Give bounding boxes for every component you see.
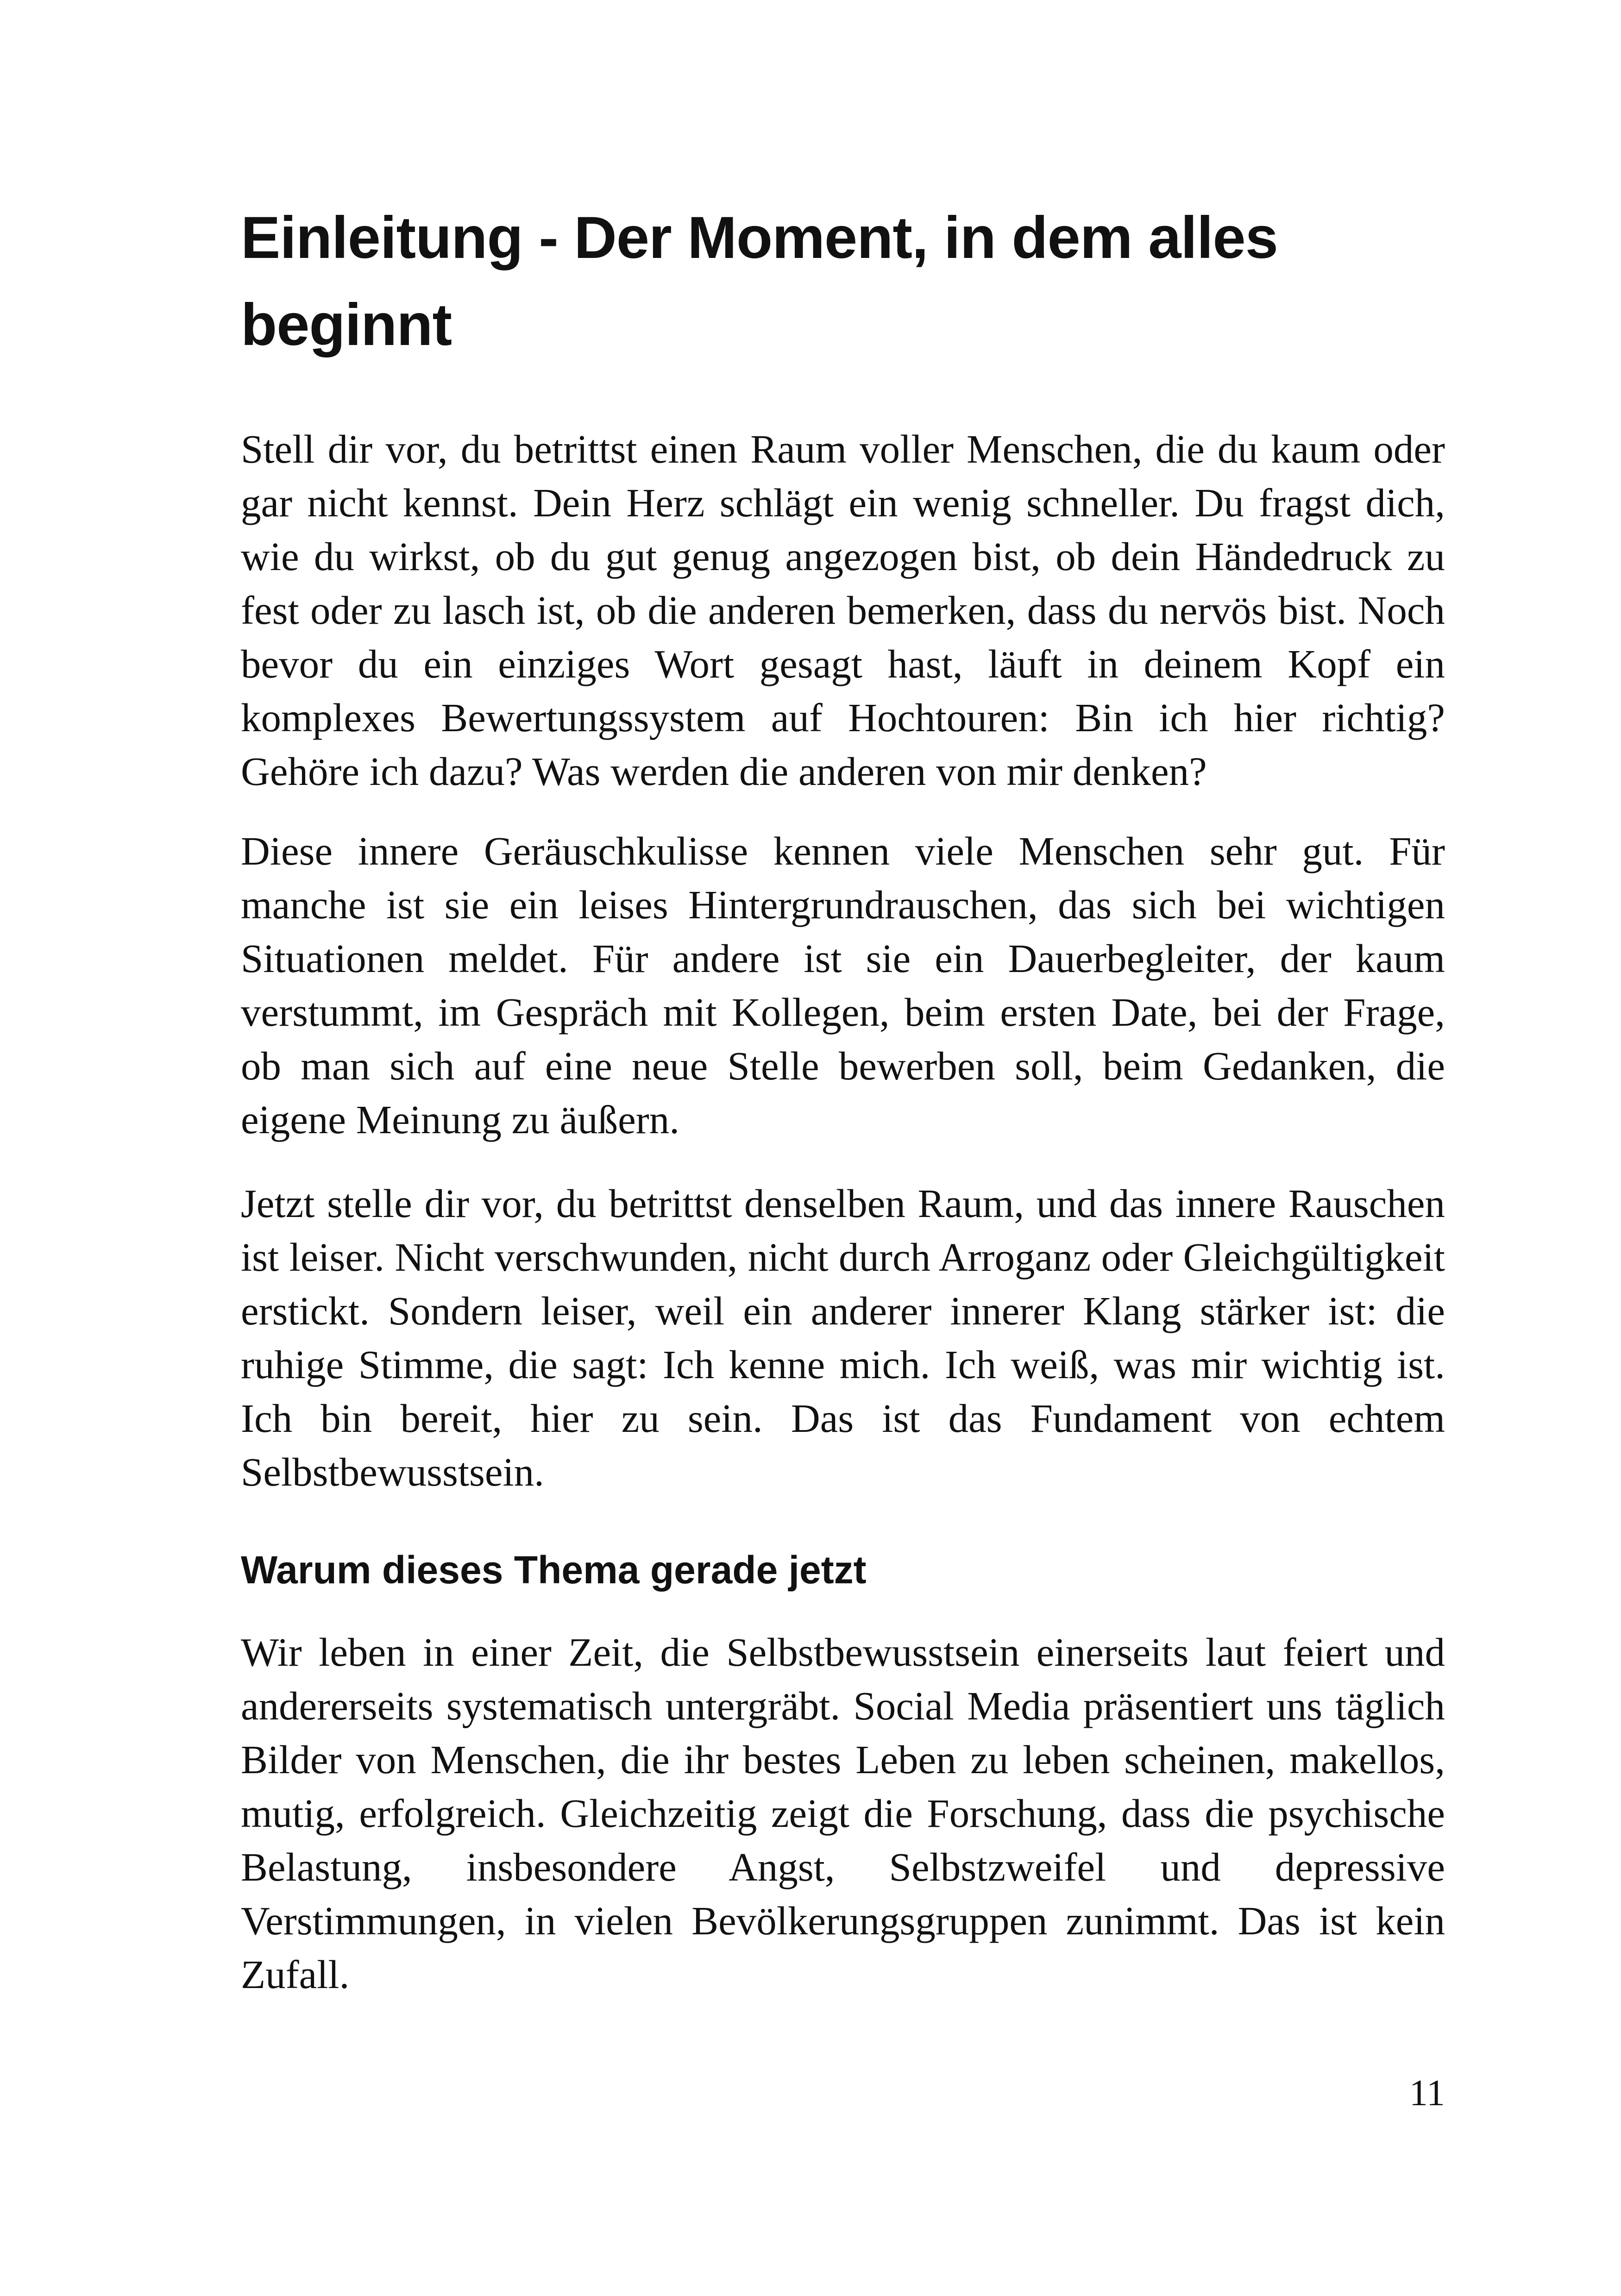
paragraph-block (241, 824, 1445, 1167)
paragraph: Jetzt stelle dir vor, du betrittst denselben Raum, und das innere Rauschen ist leiser. Nicht verschwunden, nicht durch Arroganz oder Gleichgültigkeit erstickt. Sondern leiser, weil ein anderer innerer Klang stärker ist: die ruhige Stimme, die sagt: Ich kenne mich. Ich weiß, was mir wichtig ist. Ich bin bereit, hier zu sein. Das ist das Fundament von echtem Selbstbewusstsein. (241, 1181, 1445, 1494)
page-number: 11 (1409, 2073, 1445, 2114)
paragraph-block (241, 1625, 1445, 2022)
paragraph: Diese innere Geräuschkulisse kennen viele Menschen sehr gut. Für manche ist sie ein leises Hintergrundrauschen, das sich bei wichtigen Situationen meldet. Für andere ist sie ein Dauerbegleiter, der kaum verstummt, im Gespräch mit Kollegen, beim ersten Date, bei der Frage, ob man sich auf eine neue Stelle bewerben soll, beim Gedanken, die eigene Meinung zu äußern. (241, 828, 1445, 1142)
chapter-title: Einleitung - Der Moment, in dem alles beginnt (241, 205, 1278, 358)
section-heading: Warum dieses Thema gerade jetzt (241, 1548, 867, 1592)
paragraph: Stell dir vor, du betrittst einen Raum voller Menschen, die du kaum oder gar nicht kennst. Dein Herz schlägt ein wenig schneller. Du fragst dich, wie du wirkst, ob du gut genug angezogen bist, ob dein Händedruck zu fest oder zu lasch ist, ob die anderen bemerken, dass du nervös bist. Noch bevor du ein einziges Wort gesagt hast, läuft in deinem Kopf ein komplexes Bewertungssystem auf Hochtouren: Bin ich hier richtig? Gehöre ich dazu? Was werden die anderen von mir denken? (241, 427, 1445, 794)
paragraph-block (241, 1177, 1445, 1520)
paragraph-block (241, 422, 1445, 819)
paragraph: Wir leben in einer Zeit, die Selbstbewusstsein einerseits laut feiert und andererseits systematisch untergräbt. Social Media präsentiert uns täglich Bilder von Menschen, die ihr bestes Leben zu leben scheinen, makellos, mutig, erfolgreich. Gleichzeitig zeigt die Forschung, dass die psychische Belastung, insbesondere Angst, Selbstzweifel und depressive Verstimmungen, in vielen Bevölkerungsgruppen zunimmt. Das ist kein Zufall. (241, 1630, 1445, 1997)
